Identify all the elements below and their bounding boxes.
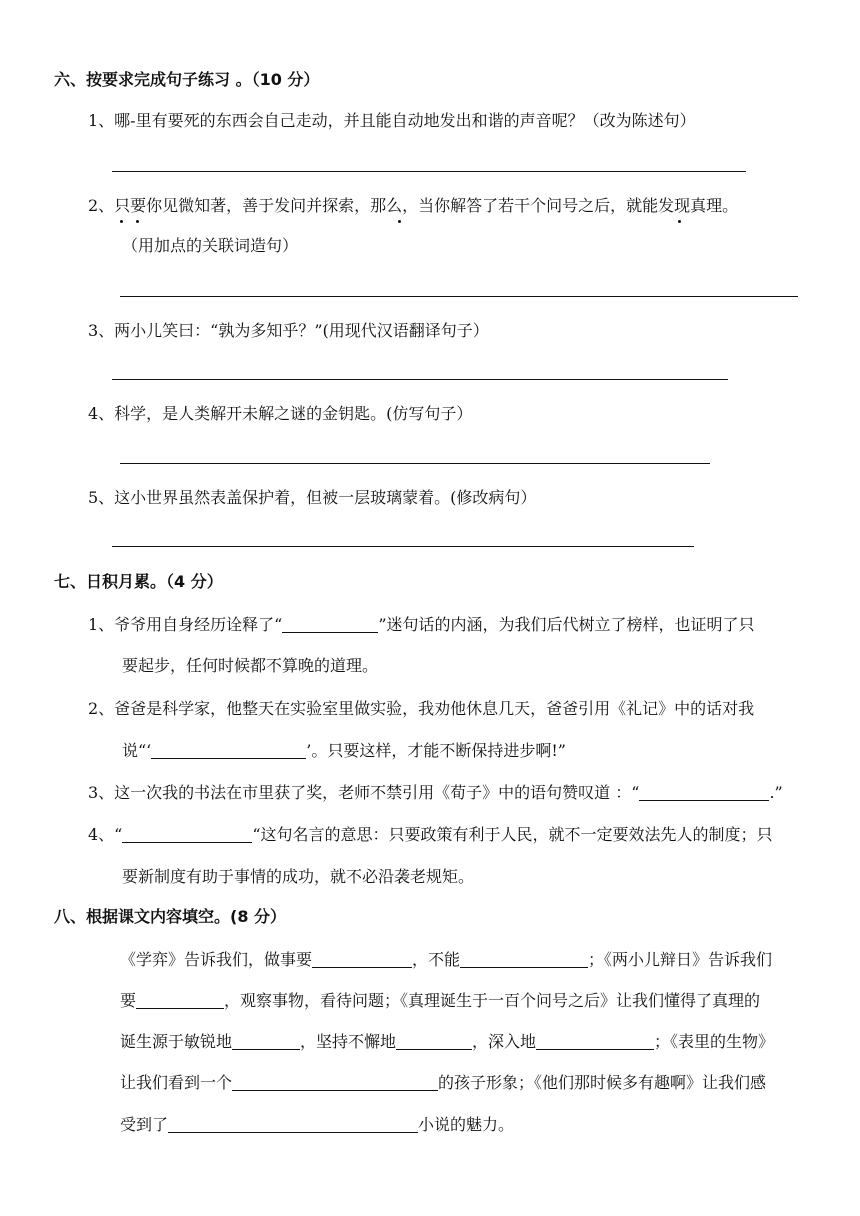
question-7-4-cont: 要新制度有助于事情的成功，就不必沿袭老规矩。 bbox=[122, 867, 475, 886]
answer-line-6-4[interactable] bbox=[120, 463, 710, 464]
question-6-2: 2、只要你见微知著，善于发问并探索，那么，当你解答了若干个问号之后，就能发现真理。 bbox=[88, 196, 739, 215]
emphasis-dot bbox=[120, 220, 123, 223]
question-7-1: 1、爷爷用自身经历诠释了“ ”迷句话的内涵，为我们后代树立了榜样，也证明了只 bbox=[88, 615, 755, 634]
question-7-4: 4、“ “这句名言的意思：只要政策有利于人民，就不一定要效法先人的制度；只 bbox=[88, 825, 773, 844]
question-7-2: 2、爸爸是科学家，他整天在实验室里做实验，我劝他休息几天，爸爸引用《礼记》中的话对我 bbox=[88, 699, 755, 718]
fill-blank[interactable] bbox=[136, 992, 224, 1009]
section-7-title: 七、日积月累。（4 分） bbox=[54, 572, 223, 591]
section-8-line-1: 《学弈》告诉我们，做事要 ，不能 ；《两小儿辩日》告诉我们 bbox=[120, 950, 773, 969]
fill-blank[interactable] bbox=[151, 742, 306, 759]
question-6-5: 5、这小世界虽然表盖保护着，但被一层玻璃蒙着。(修改病句） bbox=[88, 488, 537, 507]
emphasis-dot bbox=[136, 220, 139, 223]
fill-blank[interactable] bbox=[460, 951, 588, 968]
section-8-line-5: 受到了 小说的魅力。 bbox=[120, 1115, 515, 1134]
question-7-2-cont: 说“‘ ’。只要这样，才能不断保持进步啊!” bbox=[122, 741, 566, 760]
section-8-line-3: 诞生源于敏锐地 ，坚持不懈地 ，深入地 ；《表里的生物》 bbox=[120, 1032, 775, 1051]
fill-blank[interactable] bbox=[232, 1074, 438, 1091]
question-6-1: 1、哪-里有要死的东西会自己走动，并且能自动地发出和谐的声音呢？（改为陈述句） bbox=[88, 111, 696, 130]
fill-blank[interactable] bbox=[312, 951, 412, 968]
question-7-3: 3、这一次我的书法在市里获了奖，老师不禁引用《荀子》中的语句赞叹道 ：“ .” bbox=[88, 783, 783, 802]
section-8-line-4: 让我们看到一个 的孩子形象；《他们那时候多有趣啊》让我们感 bbox=[120, 1073, 767, 1092]
question-6-4: 4、科学，是人类解开未解之谜的金钥匙。(仿写句子） bbox=[88, 404, 473, 423]
question-6-2-note: （用加点的关联词造句） bbox=[122, 236, 299, 255]
question-7-1-cont: 要起步，任何时候都不算晚的道理。 bbox=[122, 656, 379, 675]
emphasis-dot bbox=[398, 220, 401, 223]
fill-blank[interactable] bbox=[168, 1116, 418, 1133]
section-8-line-2: 要 ，观察事物，看待问题；《真理诞生于一百个问号之后》让我们懂得了真理的 bbox=[120, 991, 761, 1010]
fill-blank[interactable] bbox=[536, 1033, 654, 1050]
section-8-title: 八、根据课文内容填空。(8 分） bbox=[54, 907, 287, 926]
fill-blank[interactable] bbox=[396, 1033, 472, 1050]
fill-blank[interactable] bbox=[122, 826, 252, 843]
section-6-title: 六、按要求完成句子练习 。（10 分） bbox=[54, 70, 320, 89]
answer-line-6-3[interactable] bbox=[112, 379, 728, 380]
answer-line-6-1[interactable] bbox=[112, 171, 746, 172]
answer-line-6-2[interactable] bbox=[120, 296, 798, 297]
fill-blank[interactable] bbox=[282, 616, 378, 633]
answer-line-6-5[interactable] bbox=[112, 546, 694, 547]
question-6-3: 3、两小儿笑曰：“孰为多知乎？”(用现代汉语翻译句子） bbox=[88, 321, 489, 340]
fill-blank[interactable] bbox=[232, 1033, 300, 1050]
fill-blank[interactable] bbox=[639, 784, 769, 801]
emphasis-dot bbox=[678, 220, 681, 223]
